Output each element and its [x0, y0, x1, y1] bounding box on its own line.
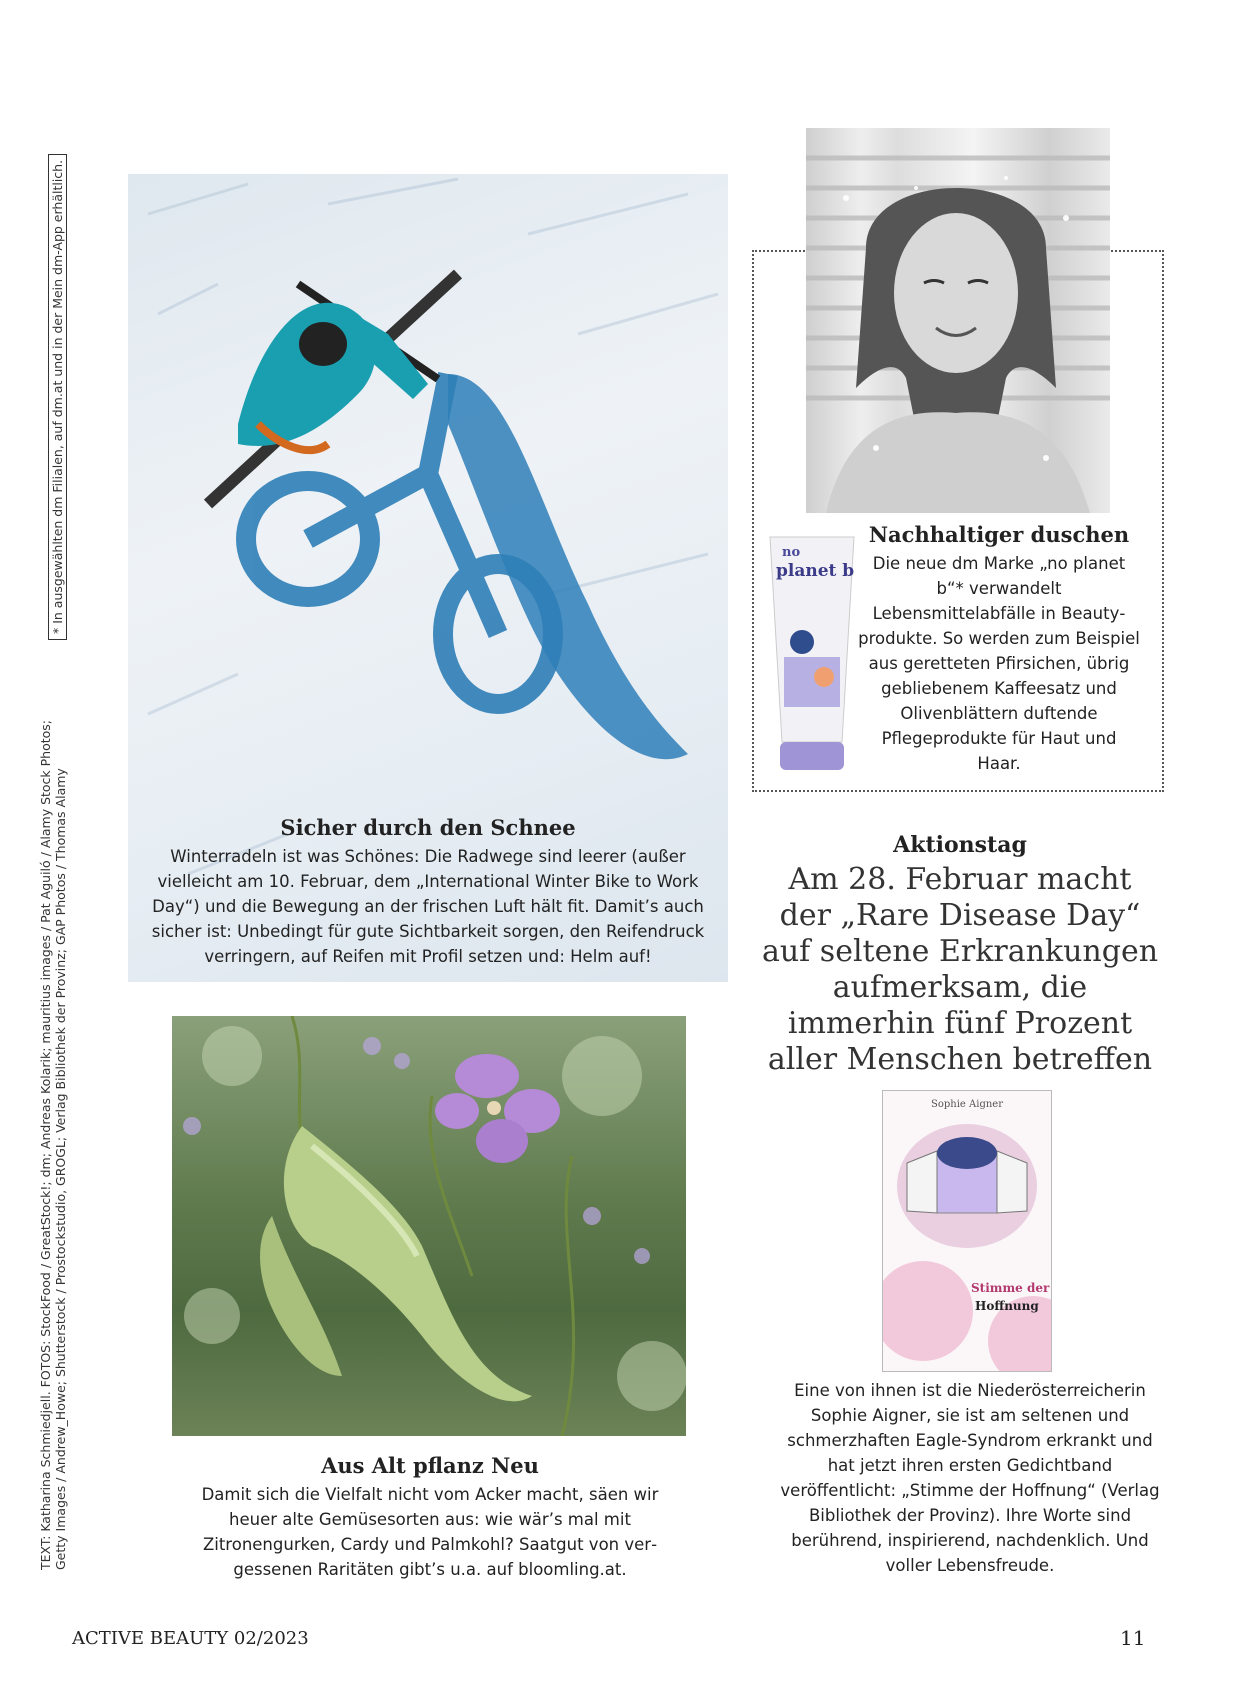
tube-brand: planet b	[776, 561, 855, 581]
shower-photo	[806, 128, 1110, 513]
book-cover	[882, 1090, 1052, 1372]
magazine-footer: ACTIVE BEAUTY 02/2023	[72, 1628, 309, 1649]
flower-title: Aus Alt pflanz Neu	[321, 1453, 539, 1478]
book-text: Eine von ihnen ist die Niederösterreicherin Sophie Aigner, sie ist am seltenen und schmerzhaften Eagle-Syndrom erkrankt und hat jetzt ihren ersten Gedichtband veröffentlicht: „Stimme der Hoffnung“ (Verlag Bibliothek der Provinz). Ihre Worte sind berührend, inspirierend, nachdenklich. Und voller Lebensfreude.	[780, 1381, 1160, 1575]
bike-text: Winterradeln ist was Schönes: Die Radwege sind leerer (außer vielleicht am 10. Februar, dem „International Winter Bike to Work Day“) und die Bewegung an der frischen Luft hält fit. Damit’s auch sicher ist: Unbedingt für gute Sichtbarkeit sorgen, den Reifendruck verringern, auf Reifen mit Profil setzen und: Helm auf!	[151, 847, 705, 966]
planet-b-product-tube	[762, 527, 862, 772]
book-title-line-1: Stimme der	[971, 1281, 1050, 1295]
shower-title: Nachhaltiger duschen	[868, 522, 1130, 547]
aktionstag-quote: Am 28. Februar macht der „Rare Disease Day“ auf seltene Erkrankungen aufmerksam, die immerhin fünf Prozent aller Menschen betreffen	[761, 862, 1159, 1077]
page-number: 11	[1120, 1626, 1146, 1650]
old-vegetable-photo	[172, 1016, 686, 1436]
shower-text: Die neue dm Marke „no planet b“* verwandelt Lebensmittelabfälle in Beautyprodukte. So werden zum Beispiel aus geretteten Pfirsichen, übrig gebliebenem Kaffeesatz und Olivenblättern duftende Pflegeprodukte für Haut und Haar.	[858, 554, 1140, 773]
flower-illustration	[172, 1016, 686, 1436]
credits-line-1: TEXT: Katharina Schmiedjell. FOTOS: StockFood / GreatStock!; dm; Andreas Kolarik; mauritius images / Pat Aguiló / Alamy Stock Photos;	[38, 719, 53, 1570]
radish-pods	[260, 1126, 532, 1401]
aktionstag-label: Aktionstag	[893, 832, 1027, 858]
book-caption	[780, 1378, 1160, 1578]
violet-flower	[435, 1054, 560, 1163]
credits-line-2: Getty Images / Andrew_Howe; Shutterstock / Prostockstudio, GROGL; Verlag Bibliothek der Provinz; GAP Photos / Thomas Alamy	[53, 768, 68, 1570]
bike-caption	[140, 815, 716, 969]
availability-disclaimer: * In ausgewählten dm Filialen, auf dm.at und in der Mein dm-App erhältlich.	[48, 154, 67, 640]
bike-title: Sicher durch den Schnee	[280, 815, 576, 840]
flower-text: Damit sich die Vielfalt nicht vom Acker macht, säen wir heuer alte Gemüsesorten aus: wie wär’s mal mit Zitronengurken, Cardy und Palmkohl? Saatgut von vergessenen Raritäten gibt’s u.a. auf bloomling.at.	[201, 1485, 659, 1579]
shower-illustration	[806, 128, 1110, 513]
book-author: Sophie Aigner	[931, 1099, 1003, 1110]
flower-caption	[180, 1453, 680, 1582]
book-title-line-2: Hoffnung	[975, 1299, 1039, 1313]
tube-brand-top: no	[782, 545, 801, 560]
shower-caption	[858, 522, 1140, 776]
